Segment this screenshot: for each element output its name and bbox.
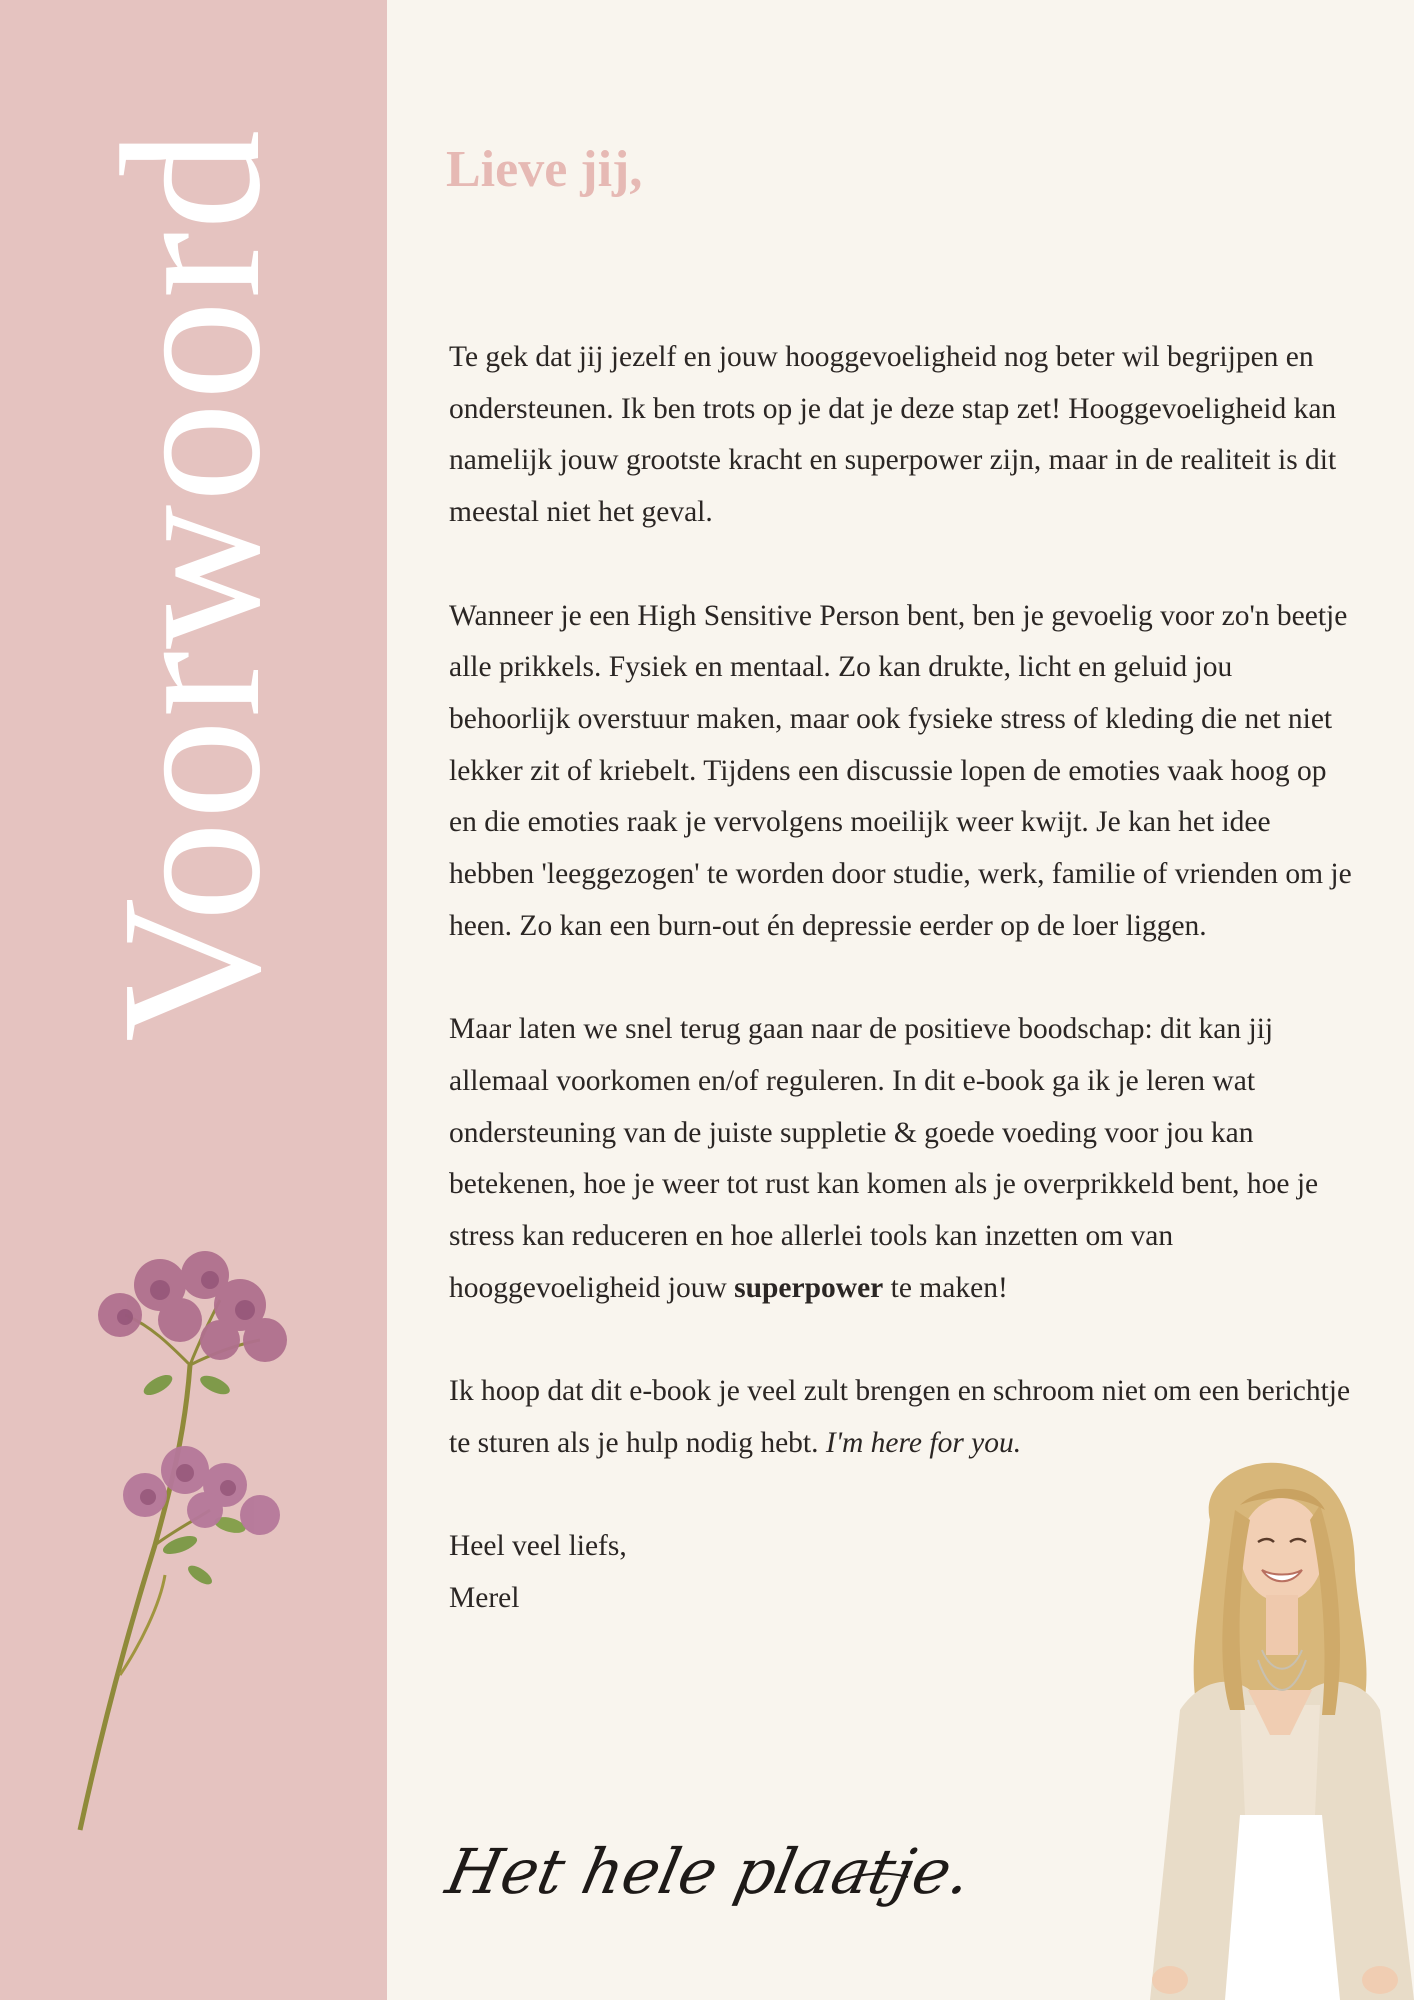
superpower-emphasis: superpower [734, 1271, 884, 1304]
greeting-heading: Lieve jij, [446, 141, 643, 198]
letter-body [449, 332, 1359, 1625]
signature-text: Het hele plaatje. [440, 1835, 978, 1908]
paragraph-3 [449, 1004, 1359, 1314]
paragraph-1: Te gek dat jij jezelf en jouw hooggevoeligheid nog beter wil begrijpen en ondersteunen. Ik ben trots op je dat je deze stap zet! Hooggevoeligheid kan namelijk jouw grootste kracht en superpower zijn, maar in de realiteit is dit meestal niet het geval. [449, 341, 1337, 529]
paragraph-4 [449, 1366, 1359, 1469]
closing-line: Heel veel liefs, [449, 1530, 627, 1563]
paragraph-4-text: Ik hoop dat dit e-book je veel zult brengen en schroom niet om een berichtje te sturen als je hulp nodig hebt. [449, 1375, 1351, 1459]
paragraph-2: Wanneer je een High Sensitive Person bent, ben je gevoelig voor zo'n beetje alle prikkels. Fysiek en mentaal. Zo kan drukte, licht en geluid jou behoorlijk overstuur maken, maar ook fysieke stress of kleding die net niet lekker zit of kriebelt. Tijdens een discussie lopen de emoties vaak hoog op en die emoties raak je vervolgens moeilijk weer kwijt. Je kan het idee hebben 'leeggezogen' te worden door studie, werk, familie of vrienden om je heen. Zo kan een burn-out én depressie eerder op de loer liggen. [449, 599, 1352, 942]
signature-handwriting [438, 1815, 1018, 1935]
paragraph-3-end: te maken! [890, 1271, 1008, 1304]
author-photo [1140, 1460, 1414, 2000]
author-name: Merel [449, 1581, 520, 1614]
pressed-flower-illustration [60, 1245, 320, 1845]
sidebar-panel [0, 0, 387, 2000]
paragraph-3-text: Maar laten we snel terug gaan naar de positieve boodschap: dit kan jij allemaal voorkomen en/of reguleren. In dit e-book ga ik je leren wat ondersteuning van de juiste suppletie & goede voeding voor jou kan betekenen, hoe je weer tot rust kan komen als je overprikkeld bent, hoe je stress kan reduceren en hoe allerlei tools kan inzetten om van hooggevoeligheid jouw [449, 1013, 1319, 1304]
sidebar-title: Voorwoord [81, 127, 302, 1043]
here-for-you-italic: I'm here for you. [825, 1426, 1022, 1459]
